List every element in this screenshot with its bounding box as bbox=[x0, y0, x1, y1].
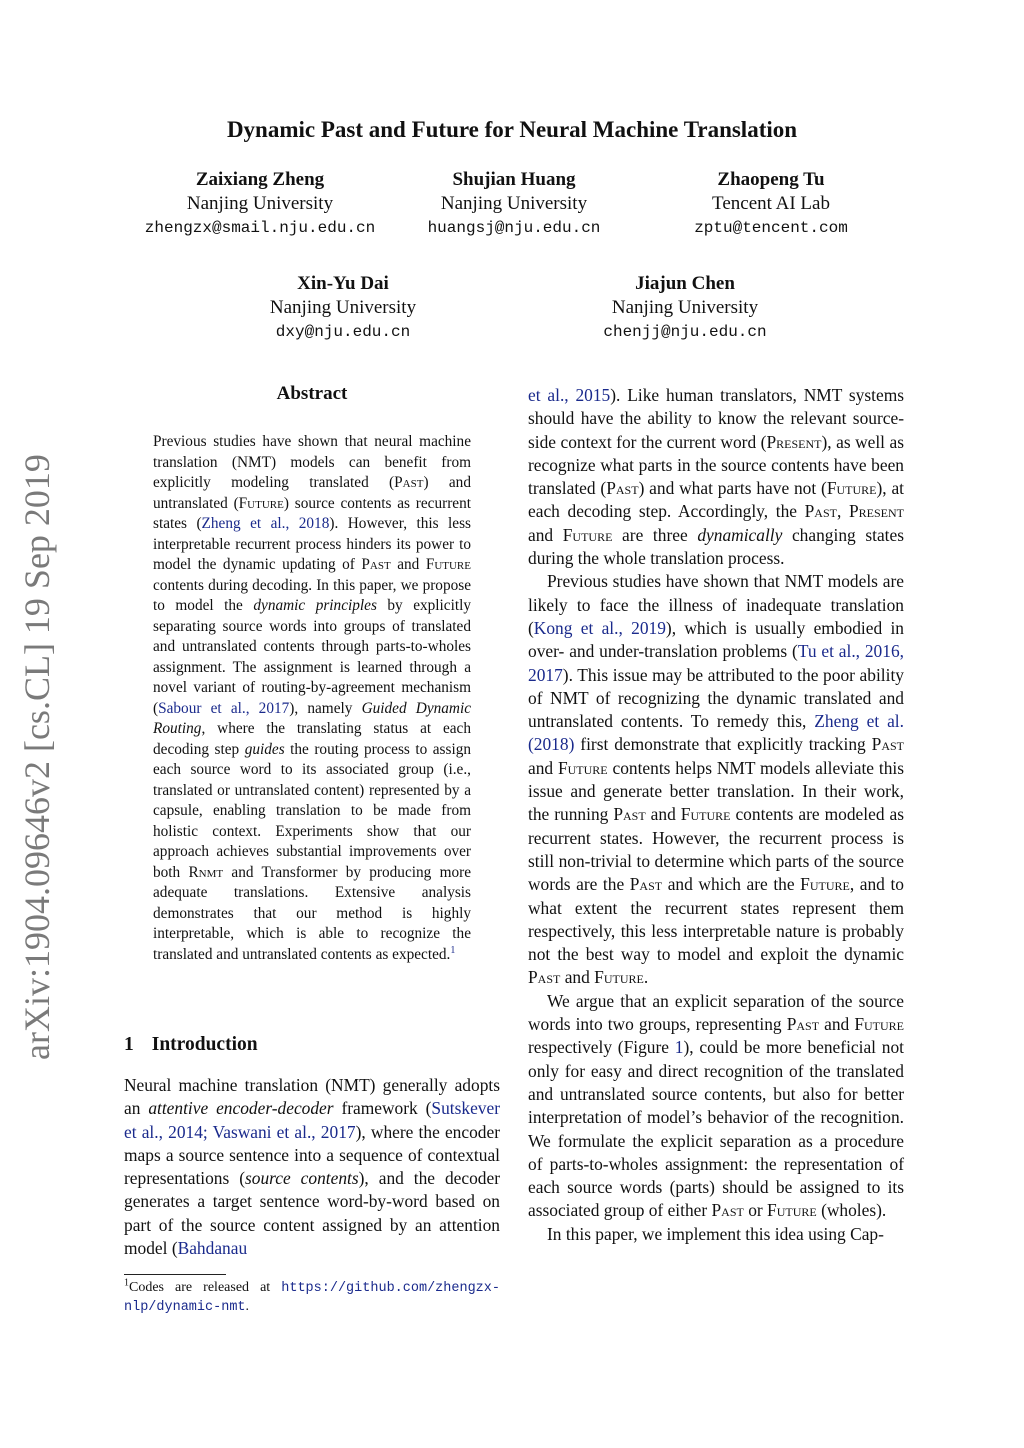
author-email[interactable]: chenjj@nju.edu.cn bbox=[603, 323, 767, 341]
author-name: Xin-Yu Dai bbox=[297, 273, 389, 294]
author-name: Shujian Huang bbox=[452, 169, 576, 190]
author-block bbox=[535, 272, 835, 344]
abstract-heading: Abstract bbox=[276, 383, 348, 404]
citation-link[interactable]: et al., 2015 bbox=[528, 385, 611, 405]
paragraph: et al., 2015). Like human translators, NMT systems should have the ability to know the relevant source-side context for the current word (Present), as well as recognize what parts in the source contents have been translated (Past) and what parts have not (Future), at each decoding step. Accordingly, the Past, Present and Future are three dynamically changing states during the whole translation process. bbox=[528, 385, 904, 569]
author-email[interactable]: zhengzx@smail.nju.edu.cn bbox=[144, 219, 376, 237]
author-email[interactable]: zptu@tencent.com bbox=[694, 219, 848, 237]
citation-link[interactable]: Zheng et al. (2018) bbox=[528, 711, 904, 755]
citation-link[interactable]: Bahdanau bbox=[177, 1238, 248, 1259]
citation-link[interactable]: Zheng et al., 2018 bbox=[201, 515, 330, 532]
author-name: Jiajun Chen bbox=[635, 273, 735, 294]
paper-title: Dynamic Past and Future for Neural Machine Translation bbox=[226, 117, 798, 142]
author-block bbox=[193, 272, 493, 344]
abstract-text: Previous studies have shown that neural machine translation (NMT) models can benefit from explicitly modeling translated (Past) and untranslated (Future) source contents as recurrent states (Zheng et al., 2018). However, this less interpretable recurrent process hinders its power to model the dynamic updating of Past and Future contents during decoding. In this paper, we propose to model the dynamic principles by explicitly separating source words into groups of translated and untranslated contents through parts-to-wholes assignment. The assignment is learned through a novel variant of routing-by-agreement mechanism (Sabour et al., 2017), namely Guided Dynamic Routing, where the translating status at each decoding step guides the routing process to assign each source word to its associated group (i.e., translated or untranslated content) represented by a capsule, enabling translation to be made from holistic context. Experiments show that our approach achieves substantial improvements over both Rnmt and Transformer by producing more adequate translations. Extensive analysis demonstrates that our method is highly interpretable, which is able to recognize the translated and untranslated contents as expected.$^1$ bbox=[153, 433, 472, 963]
intro-paragraph: Neural machine translation (NMT) generally adopts an attentive encoder-decoder framework (Sutskever et al., 2014; Vaswani et al., 2017), where the encoder maps a source sentence into a sequence of contextual representations (source contents), and the decoder generates a target sentence word-by-word based on part of the source content assigned by an attention model (Bahdanau bbox=[124, 1075, 501, 1259]
author-affiliation: Nanjing University bbox=[186, 193, 334, 214]
footnote: $^1$Codes are released at https://github.com/zhengzx-nlp/dynamic-nmt. bbox=[124, 1277, 500, 1315]
author-affiliation: Nanjing University bbox=[440, 193, 588, 214]
author-affiliation: Nanjing University bbox=[269, 297, 417, 318]
paragraph: In this paper, we implement this idea using Cap- bbox=[547, 1223, 884, 1244]
arxiv-stamp: arXiv:1904.09646v2 [cs.CL] 19 Sep 2019 bbox=[17, 454, 57, 1060]
citation-link[interactable]: Tu et al., 2016, 2017 bbox=[528, 641, 904, 685]
paragraph: We argue that an explicit separation of the source words into two groups, representing Past and Future respectively (Figure 1), could be more beneficial not only for easy and direct recognition of the translated and untranslated source contents, but also for better interpretation of model’s behavior of the recognition. We formulate the explicit separation as a procedure of parts-to-wholes assignment: the representation of each source words (parts) should be assigned to its associated group of either Past or Future (wholes). bbox=[528, 990, 904, 1221]
author-affiliation: Nanjing University bbox=[611, 297, 759, 318]
figure-link[interactable]: 1 bbox=[674, 1037, 684, 1058]
citation-link[interactable]: Sabour et al., 2017 bbox=[158, 699, 290, 717]
right-column bbox=[528, 384, 904, 1246]
author-name: Zhaopeng Tu bbox=[717, 169, 825, 190]
section-heading: 1 Introduction bbox=[124, 1034, 258, 1055]
author-affiliation: Tencent AI Lab bbox=[712, 193, 830, 214]
citation-link[interactable]: Sutskever et al., 2014; Vaswani et al., 2017 bbox=[124, 1098, 501, 1142]
paragraph: Previous studies have shown that NMT models are likely to face the illness of inadequate translation (Kong et al., 2019), which is usually embodied in over- and under-translation problems (Tu et al., 2016, 2017). This issue may be attributed to the poor ability of NMT of recognizing the dynamic translated and untranslated contents. To remedy this, Zheng et al. (2018) first demonstrate that explicitly tracking Past and Future contents helps NMT models alleviate this issue and generate better translation. In their work, the running Past and Future contents are modeled as recurrent states. However, the recurrent process is still non-trivial to determine which parts of the source words are the Past and which are the Future, and to what extent the recurrent states represent them respectively, this less interpretable nature is probably not the best way to model and exploit the dynamic Past and Future. bbox=[528, 571, 904, 988]
footnote-marker[interactable]: 1 bbox=[450, 944, 456, 956]
author-name: Zaixiang Zheng bbox=[195, 169, 325, 190]
code-url-link[interactable]: https://github.com/zhengzx-nlp/dynamic-nmt bbox=[124, 1281, 500, 1315]
author-email[interactable]: dxy@nju.edu.cn bbox=[275, 323, 411, 341]
author-email[interactable]: huangsj@nju.edu.cn bbox=[427, 219, 601, 237]
author-block bbox=[364, 168, 664, 240]
citation-link[interactable]: Kong et al., 2019 bbox=[533, 617, 666, 638]
footnote-rule bbox=[124, 1274, 226, 1275]
author-block bbox=[621, 168, 921, 240]
